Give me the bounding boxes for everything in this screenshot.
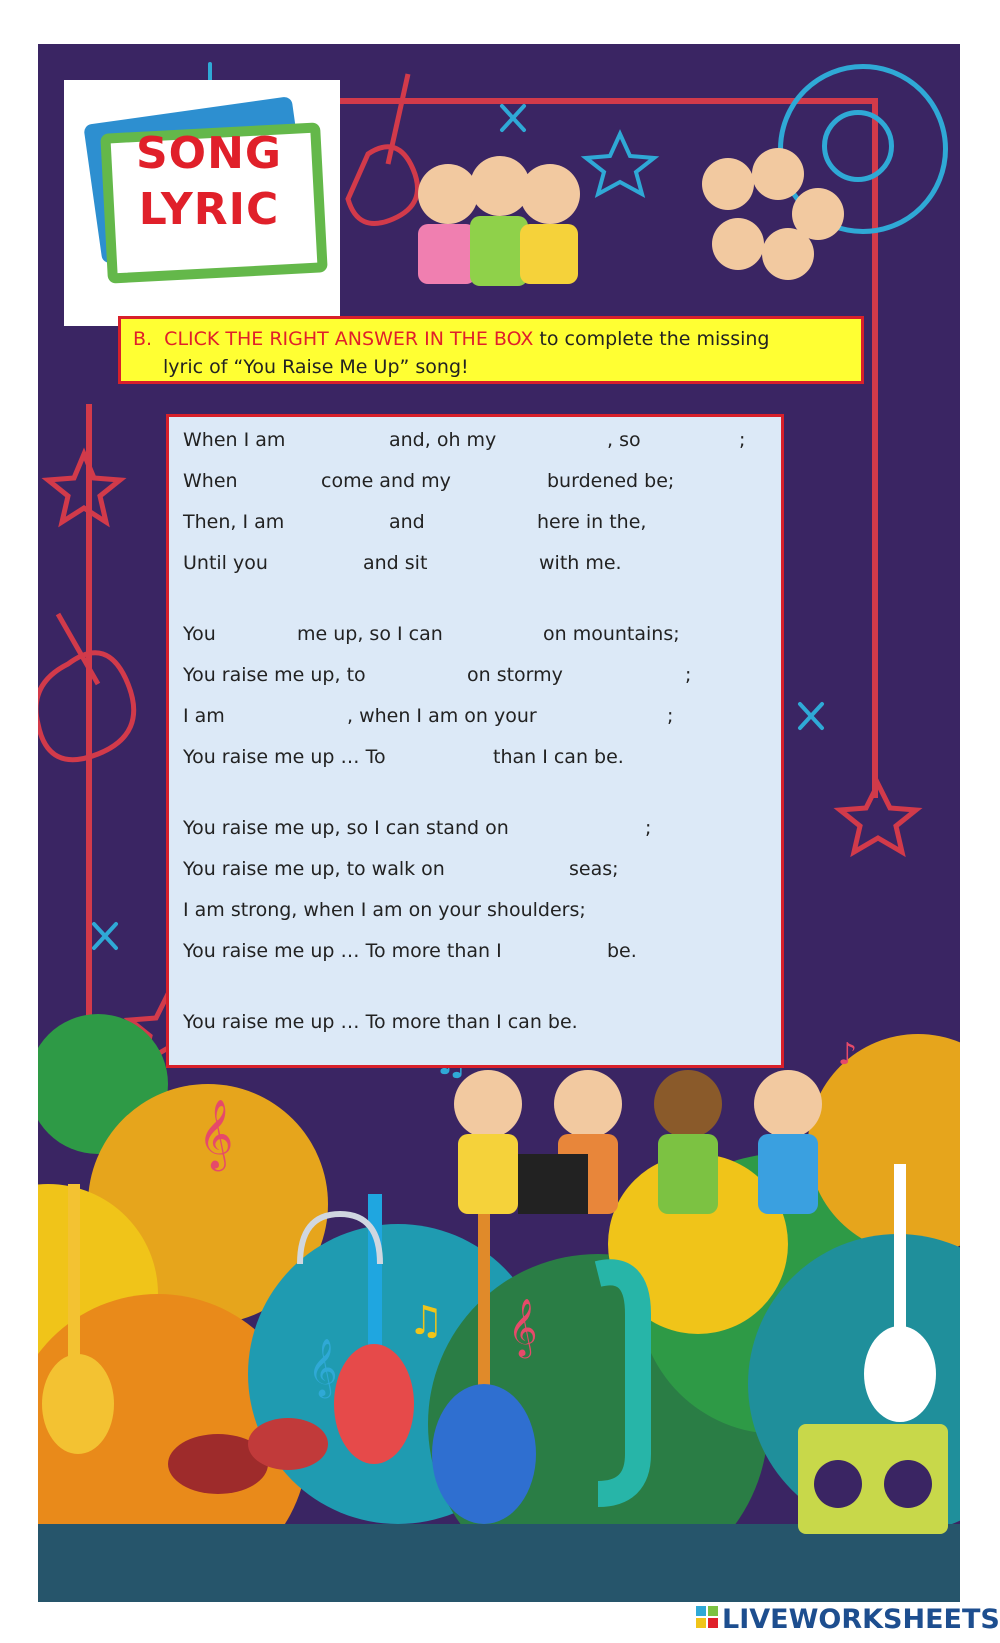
instruction-rest: to complete the missing [533, 328, 770, 350]
lyric-text: I am strong, when I am on your shoulders; [183, 899, 586, 921]
lyric-text: ; [645, 817, 652, 839]
star-icon [840, 784, 916, 852]
lyric-text: Until you [183, 552, 268, 574]
logo-text-song: SONG [135, 128, 283, 179]
lyric-text: here in the, [537, 511, 647, 533]
music-note-icon: 𝄞 [308, 1338, 338, 1396]
lyrics-box [166, 414, 784, 1068]
lyric-text: and, oh my [389, 429, 497, 451]
lyric-text: When I am [183, 429, 286, 451]
drum-icon [248, 1418, 328, 1470]
lyric-text: come and my [321, 470, 451, 492]
lyric-text: on mountains; [543, 623, 680, 645]
lyric-text: Then, I am [183, 511, 285, 533]
white-guitar-icon [894, 1164, 906, 1344]
liveworksheets-logo [696, 1604, 1000, 1640]
electric-guitar-icon [368, 1194, 382, 1364]
instruction-banner [118, 316, 864, 384]
lyric-text: You [183, 623, 216, 645]
lyric-text: You raise me up, to walk on [183, 858, 445, 880]
star-icon [48, 454, 120, 522]
lyric-text: than I can be. [493, 746, 624, 768]
lyric-text: seas; [569, 858, 619, 880]
logo-text-lyric: LYRIC [138, 184, 280, 235]
lyric-text: on stormy [467, 664, 563, 686]
acoustic-guitar-icon [478, 1214, 490, 1394]
instruction-line-2: lyric of “You Raise Me Up” song! [163, 356, 469, 378]
lyric-text: You raise me up, so I can stand on [183, 817, 509, 839]
kids-singing-illustration [702, 148, 844, 280]
guitar-outline-icon [348, 74, 418, 224]
lyric-text: You raise me up … To more than I can be. [183, 1011, 578, 1033]
guitar-outline-icon [38, 614, 134, 760]
star-icon [586, 134, 654, 194]
lyric-text: When [183, 470, 238, 492]
music-note-icon: 𝄞 [198, 1099, 234, 1169]
lyric-text: with me. [539, 552, 622, 574]
footer-brand-text: LIVEWORKSHEETS [722, 1604, 1000, 1635]
lyric-text: I am [183, 705, 225, 727]
lyric-text: , so [607, 429, 641, 451]
music-note-icon: 𝄞 [508, 1298, 538, 1356]
lyric-text: burdened be; [547, 470, 675, 492]
lyric-text: You raise me up … To [183, 746, 386, 768]
lyric-text: and [389, 511, 425, 533]
song-lyric-logo [64, 80, 340, 326]
yellow-guitar-icon [68, 1184, 80, 1374]
lyric-text: ; [685, 664, 692, 686]
instruction-letter: B. [133, 328, 153, 350]
lyric-text: me up, so I can [297, 623, 443, 645]
instruction-highlight: CLICK THE RIGHT ANSWER IN THE BOX [164, 328, 534, 350]
music-note-icon: ♪ [838, 1037, 858, 1072]
music-note-icon: ♫ [408, 1298, 444, 1344]
lyric-text: and sit [363, 552, 428, 574]
instruction-line-1 [133, 325, 851, 353]
lyric-text: be. [607, 940, 637, 962]
singing-choir-illustration [418, 156, 580, 286]
lyric-text: You raise me up, to [183, 664, 366, 686]
lyric-text: You raise me up … To more than I [183, 940, 502, 962]
lyric-text: , when I am on your [347, 705, 537, 727]
liveworksheets-logo-icon [696, 1606, 718, 1630]
lyric-text: ; [667, 705, 674, 727]
lyric-text: ; [739, 429, 746, 451]
